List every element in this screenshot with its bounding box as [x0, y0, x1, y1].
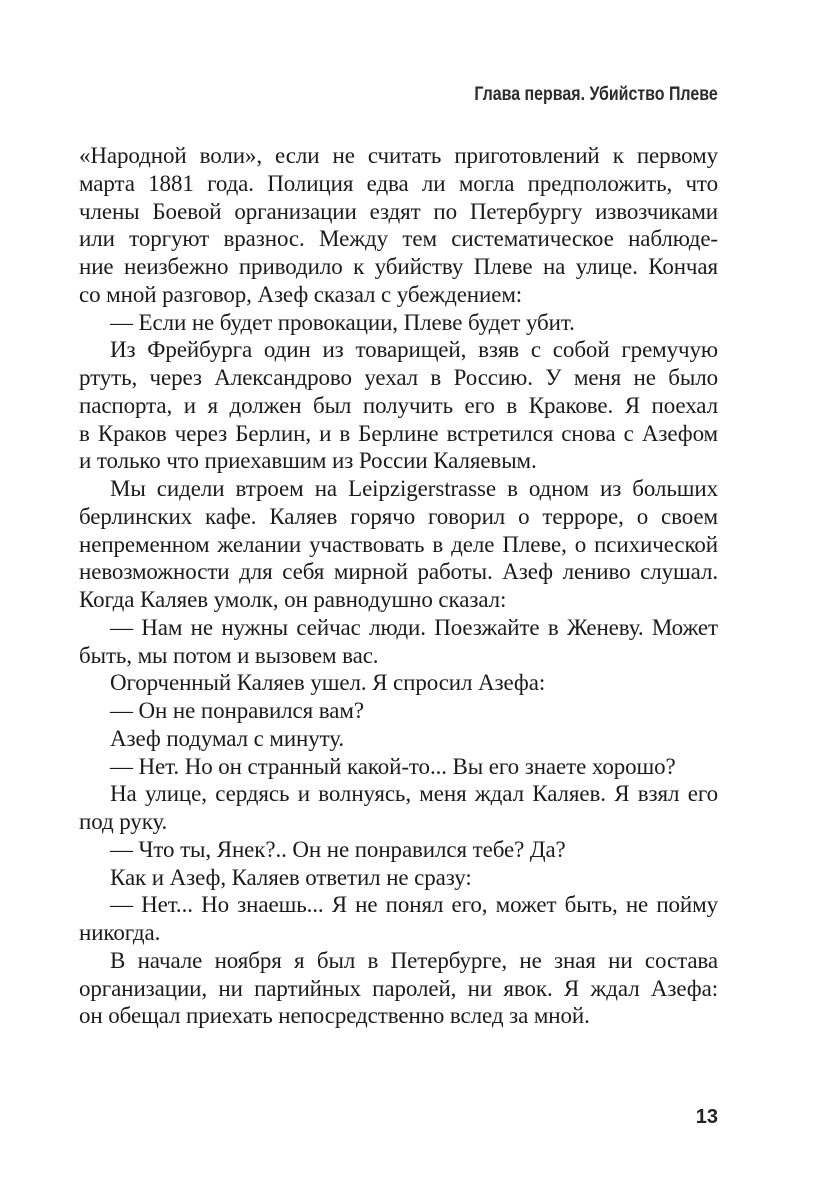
text-line: ние неизбежно приводило к убийству Плеве на улице. Кончая: [79, 254, 718, 279]
paragraph: [79, 864, 718, 892]
page-number-container: [79, 1106, 718, 1129]
running-header: [79, 84, 718, 106]
paragraph: [79, 947, 718, 1030]
paragraph: [79, 725, 718, 753]
text-line: Из Фрейбурга один из товарищей, взяв с собой гремучую: [110, 337, 718, 363]
text-line: под руку.: [79, 809, 168, 834]
paragraph: [79, 142, 718, 309]
page-number: 13: [695, 1106, 718, 1128]
chapter-title: Глава первая. Убийство Плеве: [474, 84, 718, 105]
text-line: Огорченный Каляев ушел. Я спросил Азефа:: [110, 670, 546, 696]
text-line: быть, мы потом и вызовем вас.: [79, 642, 379, 668]
text-line: паспорта, и я должен был получить его в Кракове. Я поехал: [79, 392, 718, 418]
text-line: непременном желании участвовать в деле Плеве, о психической: [79, 531, 718, 557]
text-line: невозможности для себя мирной работы. Азеф лениво слушал.: [79, 559, 718, 585]
text-line: В начале ноября я был в Петербурге, не зная ни состава: [110, 947, 718, 973]
paragraph: [79, 336, 718, 475]
text-line: в Краков через Берлин, и в Берлине встретился снова с Азефом: [79, 420, 718, 446]
paragraph: [79, 614, 718, 670]
text-line: члены Боевой организации ездят по Петербургу извозчиками: [79, 198, 718, 224]
paragraph: [79, 475, 718, 614]
text-line: со мной разговор, Азеф сказал с убеждением:: [79, 281, 523, 307]
paragraph: [79, 669, 718, 697]
paragraph: [79, 891, 718, 947]
text-line: Азеф подумал с минуту.: [110, 725, 345, 751]
text-line: берлинских кафе. Каляев горячо говорил о терроре, о своем: [79, 503, 718, 529]
text-line: никогда.: [79, 920, 161, 945]
paragraph: [79, 780, 718, 836]
text-line: — Нет... Но знаешь... Я не понял его, может быть, не пойму: [110, 892, 718, 918]
text-block: [79, 142, 718, 1030]
text-line: На улице, сердясь и волнуясь, меня ждал Каляев. Я взял его: [110, 781, 718, 807]
paragraph: [79, 753, 718, 781]
text-line: ртуть, через Александрово уехал в Россию. У меня не было: [79, 365, 718, 390]
text-line: и только что приехавшим из России Каляевым.: [79, 448, 537, 474]
text-line: организации, ни партийных паролей, ни явок. Я ждал Азефа:: [79, 975, 718, 1001]
text-line: — Нет. Но он странный какой-то... Вы его знаете хорошо?: [110, 753, 676, 779]
paragraph: [79, 697, 718, 725]
text-line: Когда Каляев умолк, он равнодушно сказал:: [79, 587, 507, 612]
text-line: или торгуют вразнос. Между тем систематическое наблюде-: [79, 226, 718, 252]
text-line: — Нам не нужны сейчас люди. Поезжайте в Женеву. Может: [110, 614, 718, 640]
text-line: — Он не понравился вам?: [110, 698, 364, 723]
text-line: «Народной воли», если не считать приготовлений к первому: [79, 143, 718, 168]
paragraph: [79, 836, 718, 864]
text-line: — Что ты, Янек?.. Он не понравился тебе? Да?: [110, 836, 566, 862]
text-line: Как и Азеф, Каляев ответил не сразу:: [110, 864, 472, 890]
text-line: марта 1881 года. Полиция едва ли могла предположить, что: [79, 170, 718, 196]
text-line: Мы сидели втроем на Leipzigerstrasse в одном из больших: [110, 476, 718, 501]
paragraph: [79, 309, 718, 337]
text-line: он обещал приехать непосредственно вслед за мной.: [79, 1003, 590, 1029]
text-line: — Если не будет провокации, Плеве будет убит.: [110, 309, 575, 335]
